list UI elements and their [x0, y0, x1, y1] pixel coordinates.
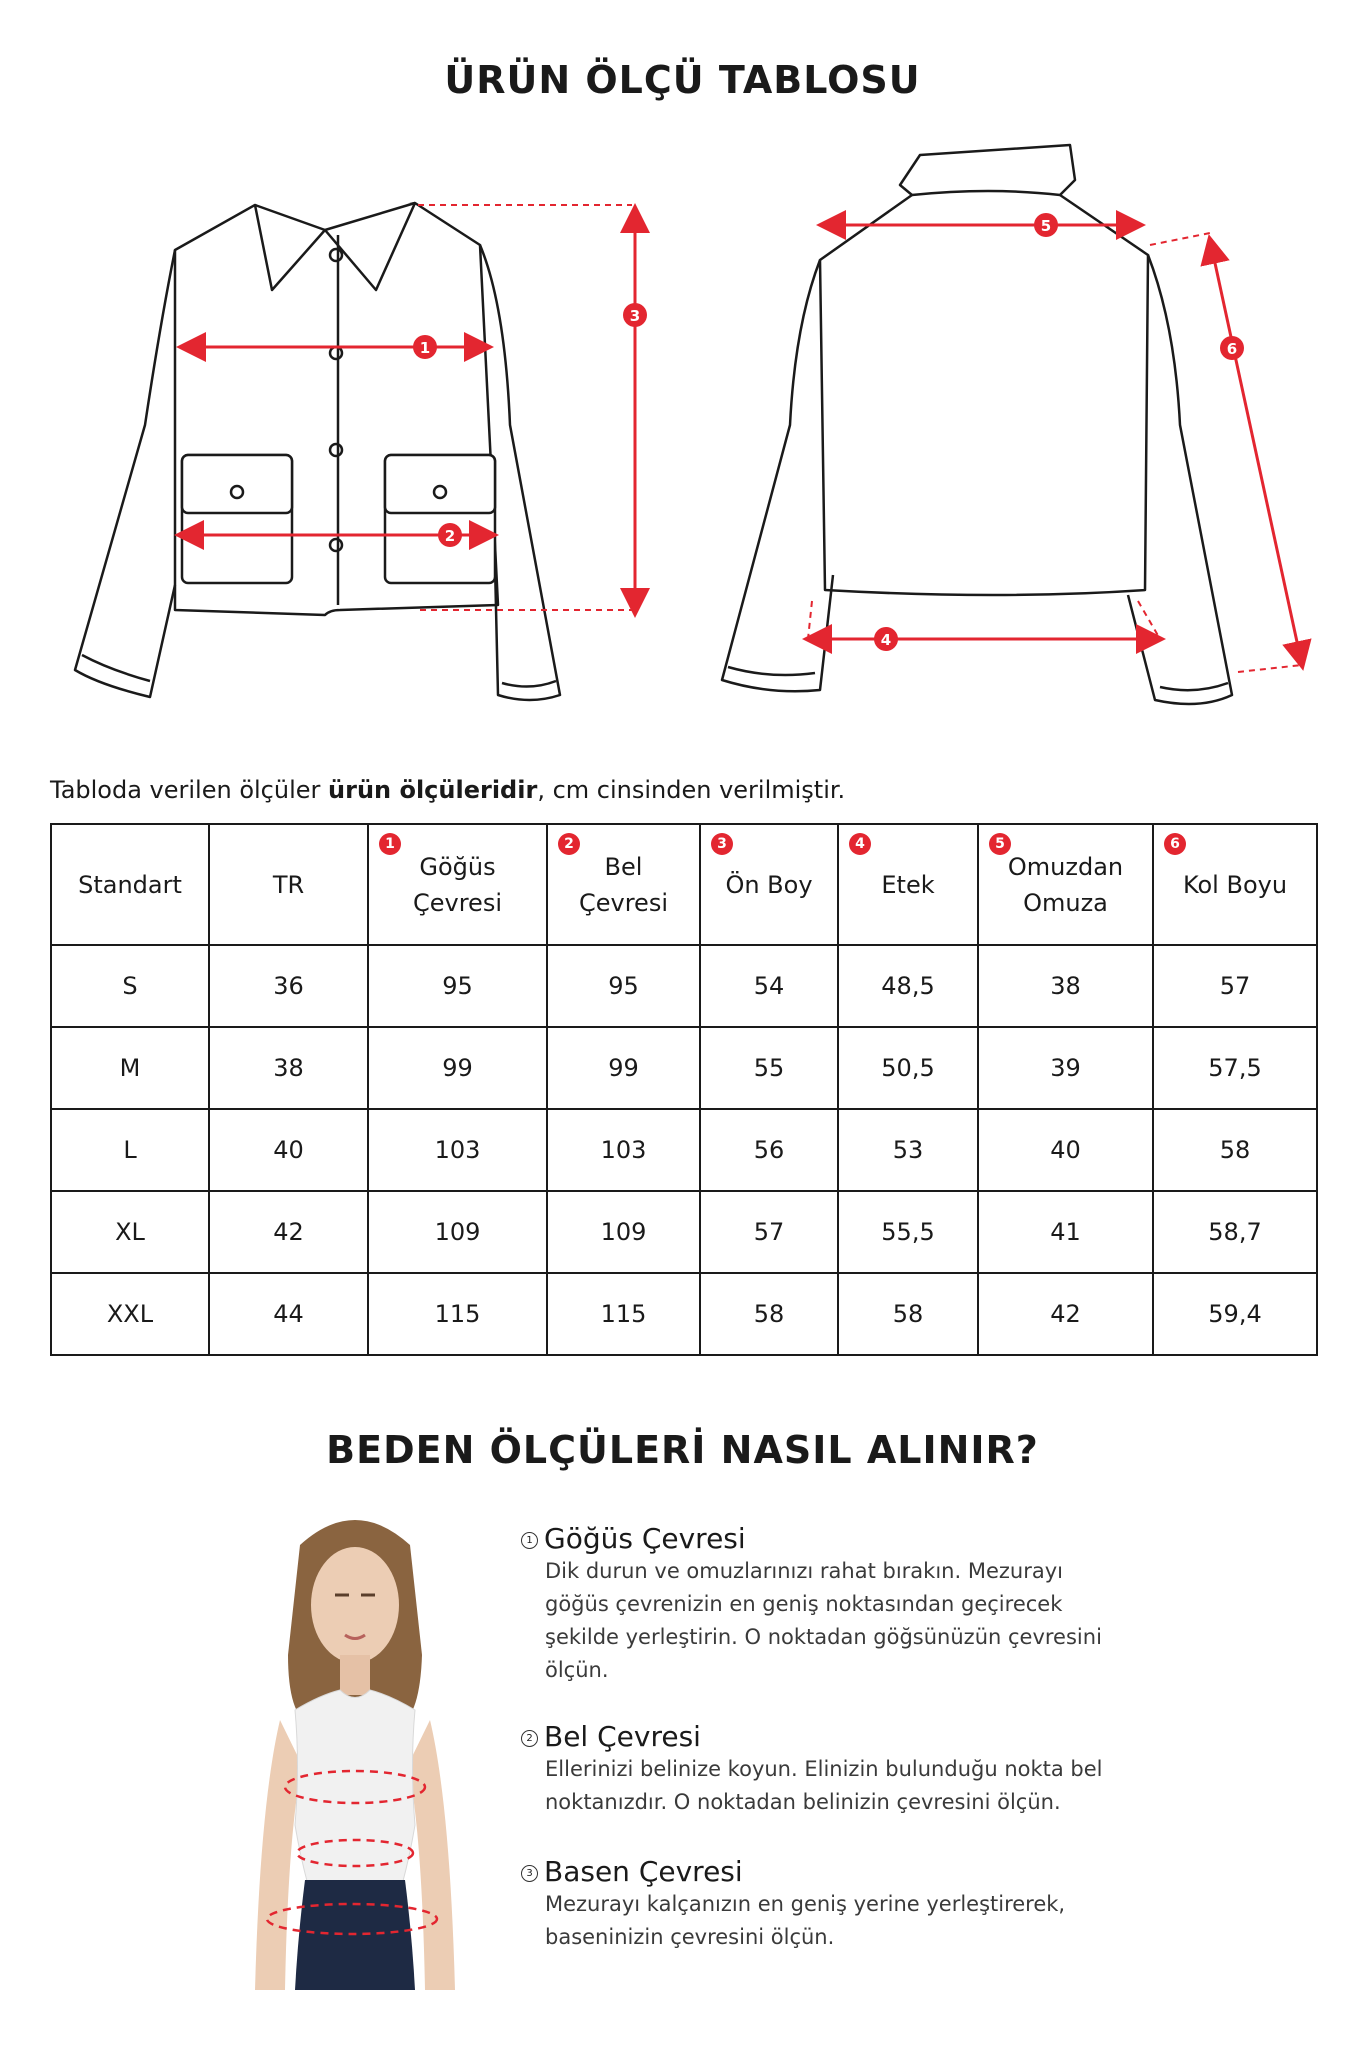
header-label-line2: Omuza	[1023, 888, 1108, 917]
table-cell: 99	[368, 1027, 547, 1109]
howto-step	[521, 1522, 1161, 1687]
table-header-cell	[700, 824, 838, 945]
header-label: Kol Boyu	[1182, 870, 1288, 899]
step-description-line: göğüs çevrenizin en geniş noktasından geçirecek	[545, 1592, 1063, 1616]
table-cell: 57,5	[1153, 1027, 1317, 1109]
table-cell: 95	[368, 945, 547, 1027]
table-cell: 55	[700, 1027, 838, 1109]
size-table	[50, 823, 1318, 1356]
step-description-line: Mezurayı kalçanızın en geniş yerine yerleştirerek,	[545, 1892, 1066, 1916]
table-cell: 42	[978, 1273, 1153, 1355]
table-cell: 103	[368, 1109, 547, 1191]
table-cell: M	[51, 1027, 209, 1109]
table-cell: 58,7	[1153, 1191, 1317, 1273]
table-note	[50, 776, 845, 804]
note-text: Tabloda verilen ölçüler	[50, 776, 329, 804]
header-label: TR	[272, 870, 305, 899]
marker-3: 3	[629, 307, 641, 325]
table-row	[51, 1191, 1317, 1273]
model-photo	[240, 1505, 470, 1990]
step-description-line: ölçün.	[545, 1658, 609, 1682]
howto-step	[521, 1855, 1161, 1954]
table-cell: XXL	[51, 1273, 209, 1355]
header-label: Göğüs	[419, 852, 496, 881]
table-cell: 36	[209, 945, 368, 1027]
table-cell: 39	[978, 1027, 1153, 1109]
table-header-cell	[1153, 824, 1317, 945]
step-title: Bel Çevresi	[544, 1720, 701, 1753]
step-title: Basen Çevresi	[544, 1855, 743, 1888]
table-header-cell	[209, 824, 368, 945]
header-label: Omuzdan	[1007, 852, 1124, 881]
table-row	[51, 1273, 1317, 1355]
table-cell: 99	[547, 1027, 700, 1109]
table-cell: 103	[547, 1109, 700, 1191]
step-number: 2	[521, 1730, 538, 1747]
table-header-cell	[838, 824, 978, 945]
header-marker-badge: 5	[989, 833, 1011, 855]
table-cell: 50,5	[838, 1027, 978, 1109]
header-marker-badge: 3	[711, 833, 733, 855]
header-marker-badge: 6	[1164, 833, 1186, 855]
table-cell: L	[51, 1109, 209, 1191]
header-label: Standart	[78, 870, 182, 899]
table-body	[51, 945, 1317, 1355]
marker-5: 5	[1040, 217, 1052, 235]
jacket-back	[722, 145, 1232, 704]
howto-title: BEDEN ÖLÇÜLERİ NASIL ALINIR?	[326, 1428, 1039, 1472]
table-cell: 55,5	[838, 1191, 978, 1273]
table-cell: 58	[838, 1273, 978, 1355]
table-cell: 48,5	[838, 945, 978, 1027]
table-cell: 109	[547, 1191, 700, 1273]
marker-1: 1	[419, 339, 431, 357]
note-bold: ürün ölçüleridir	[328, 776, 538, 804]
table-row	[51, 945, 1317, 1027]
table-cell: 54	[700, 945, 838, 1027]
table-header-cell	[368, 824, 547, 945]
jacket-measurement-diagram	[0, 125, 1365, 725]
header-marker-badge: 2	[558, 833, 580, 855]
table-cell: 38	[209, 1027, 368, 1109]
note-text-end: , cm cinsinden verilmiştir.	[537, 776, 846, 804]
jacket-front	[75, 203, 560, 700]
table-cell: 41	[978, 1191, 1153, 1273]
marker-2: 2	[444, 527, 456, 545]
step-title: Göğüs Çevresi	[544, 1522, 746, 1555]
step-number: 3	[521, 1865, 538, 1882]
header-label-line2: Çevresi	[412, 888, 502, 917]
table-cell: 56	[700, 1109, 838, 1191]
table-cell: 40	[978, 1109, 1153, 1191]
step-description-line: Dik durun ve omuzlarınızı rahat bırakın. Mezurayı	[545, 1559, 1063, 1583]
table-row	[51, 1109, 1317, 1191]
page-title: ÜRÜN ÖLÇÜ TABLOSU	[444, 58, 921, 102]
table-cell: 44	[209, 1273, 368, 1355]
header-label: Etek	[881, 870, 935, 899]
table-cell: 59,4	[1153, 1273, 1317, 1355]
step-description-line: baseninizin çevresini ölçün.	[545, 1925, 835, 1949]
header-label-line2: Çevresi	[578, 888, 668, 917]
step-number: 1	[521, 1532, 538, 1549]
marker-6: 6	[1226, 340, 1238, 358]
step-heading	[521, 1522, 1161, 1555]
step-heading	[521, 1720, 1161, 1753]
table-cell: 58	[700, 1273, 838, 1355]
table-cell: 58	[1153, 1109, 1317, 1191]
step-description-line: Ellerinizi belinize koyun. Elinizin bulunduğu nokta bel	[545, 1757, 1103, 1781]
table-cell: S	[51, 945, 209, 1027]
table-cell: 115	[368, 1273, 547, 1355]
table-header-row	[51, 824, 1317, 945]
table-cell: XL	[51, 1191, 209, 1273]
table-cell: 40	[209, 1109, 368, 1191]
header-marker-badge: 1	[379, 833, 401, 855]
table-cell: 115	[547, 1273, 700, 1355]
table-header-cell	[978, 824, 1153, 945]
step-description-line: şekilde yerleştirin. O noktadan göğsünüzün çevresini	[545, 1625, 1102, 1649]
table-cell: 42	[209, 1191, 368, 1273]
table-cell: 38	[978, 945, 1153, 1027]
step-heading	[521, 1855, 1161, 1888]
table-header-cell	[51, 824, 209, 945]
table-header-cell	[547, 824, 700, 945]
header-marker-badge: 4	[849, 833, 871, 855]
step-description-line: noktanızdır. O noktadan belinizin çevresini ölçün.	[545, 1790, 1061, 1814]
table-cell: 109	[368, 1191, 547, 1273]
table-cell: 57	[1153, 945, 1317, 1027]
table-row	[51, 1027, 1317, 1109]
header-label: Ön Boy	[725, 870, 813, 899]
table-cell: 95	[547, 945, 700, 1027]
marker-4: 4	[880, 631, 892, 649]
table-cell: 57	[700, 1191, 838, 1273]
howto-step	[521, 1720, 1161, 1819]
header-label: Bel	[604, 852, 643, 881]
table-cell: 53	[838, 1109, 978, 1191]
